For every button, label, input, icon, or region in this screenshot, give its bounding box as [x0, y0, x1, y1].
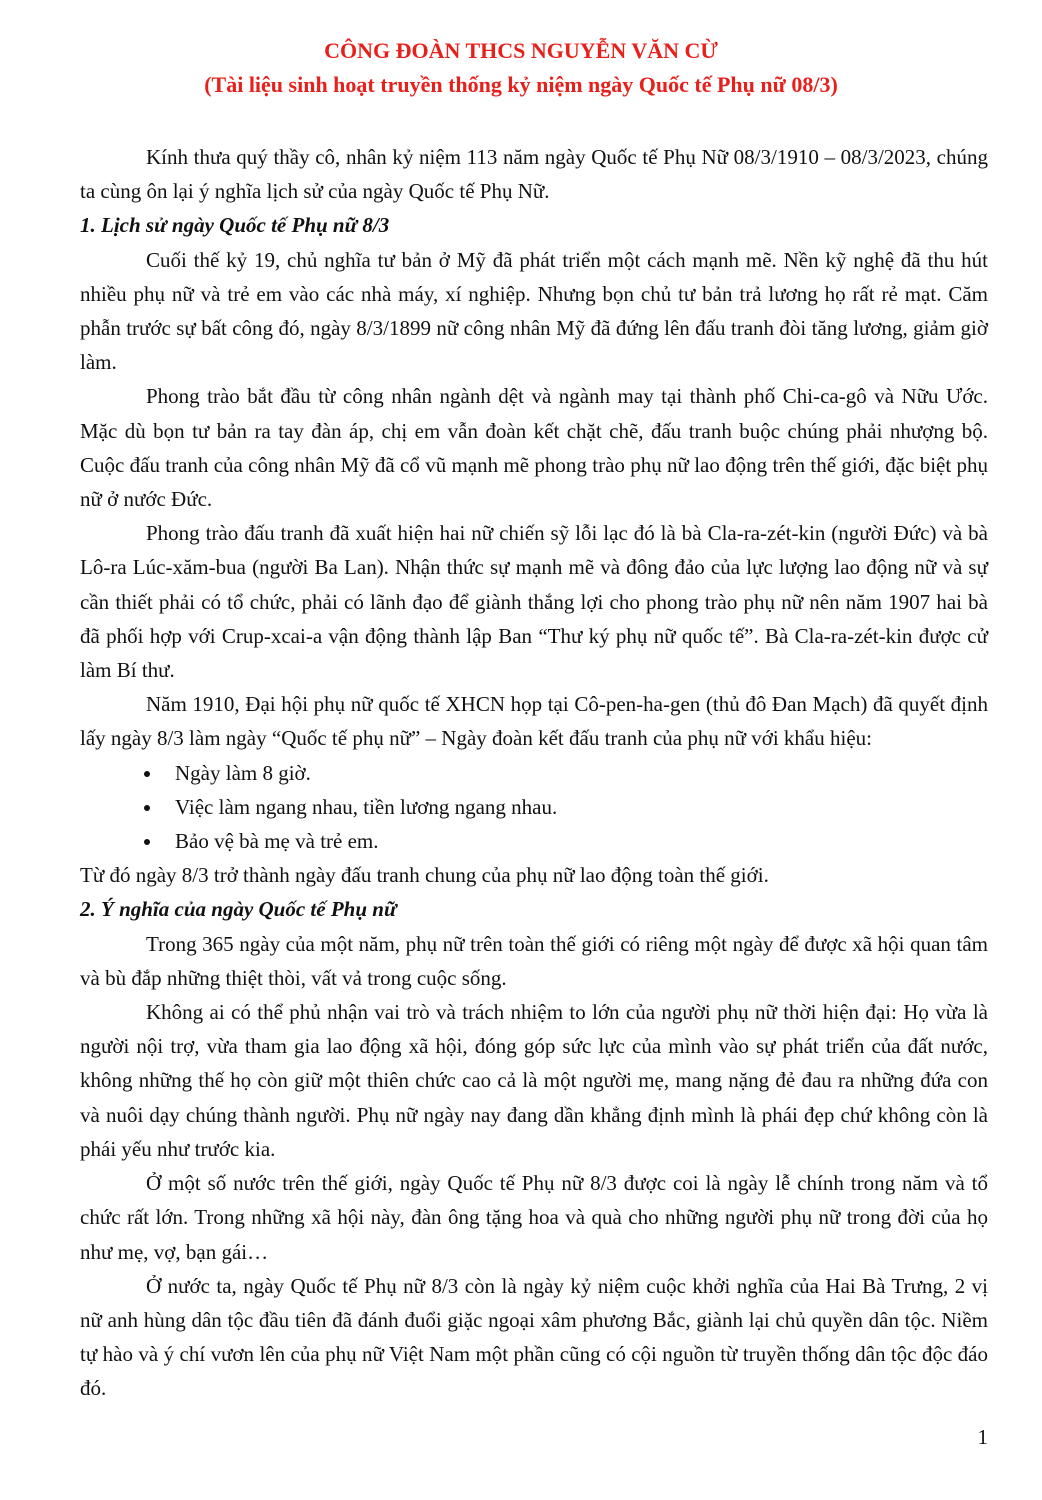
document-title: CÔNG ĐOÀN THCS NGUYỄN VĂN CỪ	[324, 38, 718, 63]
document-header	[0, 34, 1042, 102]
list-item	[80, 756, 988, 790]
paragraph: Trong 365 ngày của một năm, phụ nữ trên toàn thế giới có riêng một ngày để được xã hội quan tâm và bù đắp những thiệt thòi, vất vả trong cuộc sống.	[80, 931, 988, 990]
bullet-icon	[144, 839, 150, 845]
paragraph: Ở nước ta, ngày Quốc tế Phụ nữ 8/3 còn là ngày kỷ niệm cuộc khởi nghĩa của Hai Bà Trưng, 2 vị nữ anh hùng dân tộc đầu tiên đã đánh đuổi giặc ngoại xâm phương Bắc, giành lại chủ quyền dân tộc. Niềm tự hào và ý chí vươn lên của phụ nữ Việt Nam một phần cũng có cội nguồn từ truyền thống dân tộc độc đáo đó.	[80, 1273, 988, 1401]
intro-paragraph: Kính thưa quý thầy cô, nhân kỷ niệm 113 năm ngày Quốc tế Phụ Nữ 08/3/1910 – 08/3/2023, chúng ta cùng ôn lại ý nghĩa lịch sử của ngày Quốc tế Phụ Nữ.	[80, 145, 988, 204]
list-item-text: Bảo vệ bà mẹ và trẻ em.	[175, 829, 379, 854]
list-item-text: Ngày làm 8 giờ.	[175, 760, 311, 785]
list-item	[80, 790, 988, 824]
section-1-closing: Từ đó ngày 8/3 trở thành ngày đấu tranh chung của phụ nữ lao động toàn thế giới.	[80, 863, 769, 888]
paragraph: Năm 1910, Đại hội phụ nữ quốc tế XHCN họp tại Cô-pen-ha-gen (thủ đô Đan Mạch) đã quyết định lấy ngày 8/3 làm ngày “Quốc tế phụ nữ” – Ngày đoàn kết đấu tranh của phụ nữ với khẩu hiệu:	[80, 692, 988, 751]
paragraph: Ở một số nước trên thế giới, ngày Quốc tế Phụ nữ 8/3 được coi là ngày lễ chính trong năm và tổ chức rất lớn. Trong những xã hội này, đàn ông tặng hoa và quà cho những người phụ nữ trong đời của họ như mẹ, vợ, bạn gái…	[80, 1171, 988, 1264]
document-body	[80, 140, 988, 1406]
list-item-text: Việc làm ngang nhau, tiền lương ngang nhau.	[175, 794, 558, 819]
section-1-heading: 1. Lịch sử ngày Quốc tế Phụ nữ 8/3	[80, 213, 390, 238]
page-number: 1	[977, 1425, 988, 1449]
paragraph: Phong trào bắt đầu từ công nhân ngành dệt và ngành may tại thành phố Chi-ca-gô và Nữu Ước. Mặc dù bọn tư bản ra tay đàn áp, chị em vẫn đoàn kết chặt chẽ, đấu tranh buộc chúng phải nhượng bộ. Cuộc đấu tranh của công nhân Mỹ đã cổ vũ mạnh mẽ phong trào phụ nữ lao động trên thế giới, đặc biệt phụ nữ ở nước Đức.	[80, 384, 988, 512]
paragraph: Cuối thế kỷ 19, chủ nghĩa tư bản ở Mỹ đã phát triển một cách mạnh mẽ. Nền kỹ nghệ đã thu hút nhiều phụ nữ và trẻ em vào các nhà máy, xí nghiệp. Nhưng bọn chủ tư bản trả lương họ rất rẻ mạt. Căm phẫn trước sự bất công đó, ngày 8/3/1899 nữ công nhân Mỹ đã đứng lên đấu tranh đòi tăng lương, giảm giờ làm.	[80, 247, 988, 375]
document-subtitle: (Tài liệu sinh hoạt truyền thống kỷ niệm ngày Quốc tế Phụ nữ 08/3)	[204, 72, 838, 97]
slogan-list	[80, 756, 988, 859]
list-item	[80, 824, 988, 858]
section-2-heading: 2. Ý nghĩa của ngày Quốc tế Phụ nữ	[80, 897, 397, 922]
bullet-icon	[144, 805, 150, 811]
bullet-icon	[144, 771, 150, 777]
paragraph: Không ai có thể phủ nhận vai trò và trách nhiệm to lớn của người phụ nữ thời hiện đại: Họ vừa là người nội trợ, vừa tham gia lao động xã hội, đóng góp sức lực của mình vào sự phát triển của đất nước, không những thế họ còn giữ một thiên chức cao cả là một người mẹ, mang nặng đẻ đau ra những đứa con và nuôi dạy chúng thành người. Phụ nữ ngày nay đang dần khẳng định mình là phái đẹp chứ không còn là phái yếu như trước kia.	[80, 1000, 988, 1161]
paragraph: Phong trào đấu tranh đã xuất hiện hai nữ chiến sỹ lỗi lạc đó là bà Cla-ra-zét-kin (người Đức) và bà Lô-ra Lúc-xăm-bua (người Ba Lan). Nhận thức sự mạnh mẽ và đông đảo của lực lượng lao động nữ và sự cần thiết phải có tổ chức, phải có lãnh đạo để giành thắng lợi cho phong trào phụ nữ nên năm 1907 hai bà đã phối hợp với Crup-xcai-a vận động thành lập Ban “Thư ký phụ nữ quốc tế”. Bà Cla-ra-zét-kin được cử làm Bí thư.	[80, 521, 988, 683]
